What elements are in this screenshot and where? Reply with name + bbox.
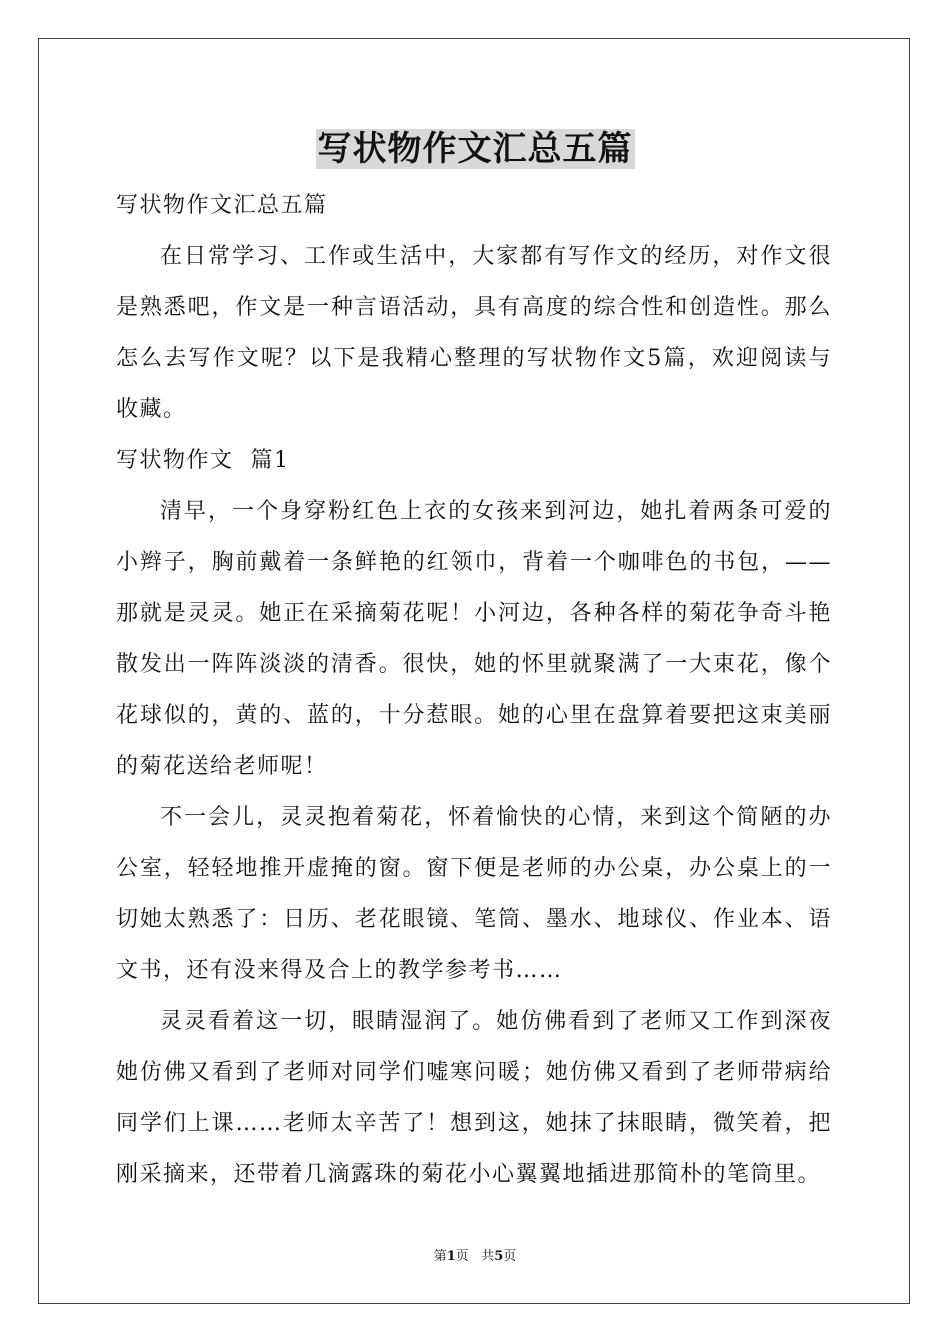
body-paragraph: 清早，一个身穿粉红色上衣的女孩来到河边，她扎着两条可爱的小辫子，胸前戴着一条鲜艳的红领巾，背着一个咖啡色的书包，——那就是灵灵。她正在采摘菊花呢！小河边，各种各样的菊花争奇斗艳散发出一阵阵淡淡的清香。很快，她的怀里就聚满了一大束花，像个花球似的，黄的、蓝的，十分惹眼。她的心里在盘算着要把这束美丽的菊花送给老师呢！ — [116, 499, 832, 779]
document-title-text: 写状物作文汇总五篇 — [317, 129, 633, 169]
document-subtitle: 写状物作文汇总五篇 — [116, 193, 328, 218]
document-body — [116, 180, 832, 1200]
body-paragraph: 不一会儿，灵灵抱着菊花，怀着愉快的心情，来到这个简陋的办公室，轻轻地推开虚掩的窗。窗下便是老师的办公桌，办公桌上的一切她太熟悉了：日历、老花眼镜、笔筒、墨水、地球仪、作业本、语文书，还有没来得及合上的教学参考书…… — [116, 805, 832, 983]
page-prefix: 第 — [433, 1249, 447, 1264]
current-page-number: 1 — [446, 1249, 456, 1264]
page-label: 页 — [455, 1249, 469, 1264]
page-footer — [0, 1247, 950, 1267]
intro-paragraph: 在日常学习、工作或生活中，大家都有写作文的经历，对作文很是熟悉吧，作文是一种言语活动，具有高度的综合性和创造性。那么怎么去写作文呢？以下是我精心整理的写状物作文5篇，欢迎阅读与收藏。 — [116, 244, 832, 422]
total-label: 页 — [503, 1249, 517, 1264]
section-heading: 写状物作文 篇1 — [116, 448, 290, 473]
document-title — [0, 127, 950, 171]
body-paragraph: 灵灵看着这一切，眼睛湿润了。她仿佛看到了老师又工作到深夜她仿佛又看到了老师对同学们嘘寒问暖；她仿佛又看到了老师带病给同学们上课……老师太辛苦了！想到这，她抹了抹眼睛，微笑着，把刚采摘来，还带着几滴露珠的菊花小心翼翼地插进那简朴的笔筒里。 — [116, 1009, 832, 1187]
total-pages-number: 5 — [494, 1249, 504, 1264]
total-prefix: 共 — [481, 1249, 495, 1264]
